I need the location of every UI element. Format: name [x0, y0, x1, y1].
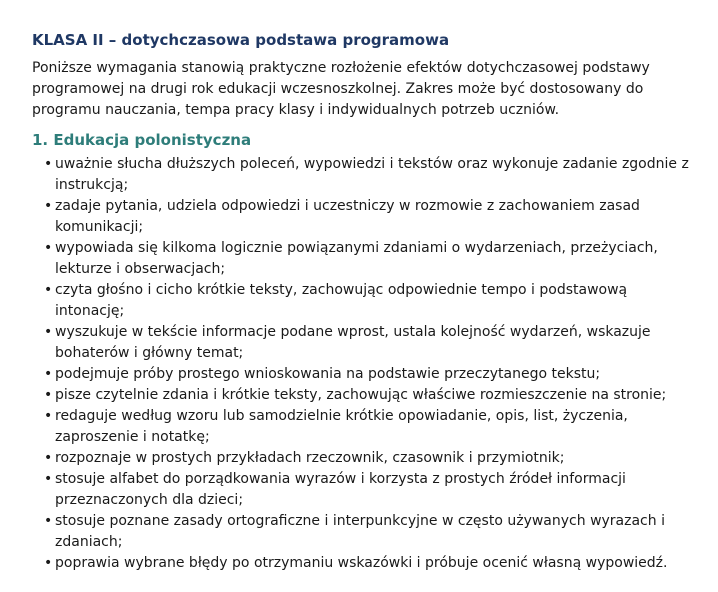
list-item-text: wypowiada się kilkoma logicznie powiązanymi zdaniami o wydarzeniach, przeżyciach, lekturze i obserwacjach; — [55, 240, 658, 277]
bullet-icon: • — [44, 240, 53, 256]
section-title: 1. Edukacja polonistyczna — [32, 131, 252, 149]
list-item-text: zadaje pytania, udziela odpowiedzi i uczestniczy w rozmowie z zachowaniem zasad komunikacji; — [55, 198, 640, 235]
bullet-icon: • — [44, 387, 53, 403]
bullet-icon: • — [44, 408, 53, 424]
list-item — [44, 385, 698, 406]
list-item-text: poprawia wybrane błędy po otrzymaniu wskazówki i próbuje ocenić własną wypowiedź. — [55, 555, 668, 571]
list-item-text: podejmuje próby prostego wnioskowania na podstawie przeczytanego tekstu; — [55, 366, 601, 382]
list-item-text: wyszukuje w tekście informacje podane wprost, ustala kolejność wydarzeń, wskazuje bohaterów i główny temat; — [55, 324, 651, 361]
list-item-text: pisze czytelnie zdania i krótkie teksty, zachowując właściwe rozmieszczenie na stronie; — [55, 387, 667, 403]
list-item-text: czyta głośno i cicho krótkie teksty, zachowując odpowiednie tempo i podstawową intonację; — [55, 282, 628, 319]
list-item — [44, 238, 698, 280]
bullet-icon: • — [44, 282, 53, 298]
list-item — [44, 154, 698, 196]
list-item — [44, 322, 698, 364]
list-item-text: rozpoznaje w prostych przykładach rzeczownik, czasownik i przymiotnik; — [55, 450, 565, 466]
bullet-icon: • — [44, 156, 53, 172]
bullet-icon: • — [44, 471, 53, 487]
bullet-icon: • — [44, 198, 53, 214]
page-title: KLASA II – dotychczasowa podstawa programowa — [32, 31, 450, 49]
intro-paragraph: Poniższe wymagania stanowią praktyczne rozłożenie efektów dotychczasowej podstawy programowej na drugi rok edukacji wczesnoszkolnej. Zakres może być dostosowany do programu nauczania, tempa pracy klasy i indywidualnych potrzeb uczniów. — [32, 60, 650, 118]
list-item-text: redaguje według wzoru lub samodzielnie krótkie opowiadanie, opis, list, życzenia, zaproszenie i notatkę; — [55, 408, 628, 445]
requirements-list — [32, 154, 698, 574]
list-item-text: stosuje alfabet do porządkowania wyrazów i korzysta z prostych źródeł informacji przeznaczonych dla dzieci; — [55, 471, 626, 508]
list-item — [44, 280, 698, 322]
list-item — [44, 448, 698, 469]
bullet-icon: • — [44, 513, 53, 529]
bullet-icon: • — [44, 450, 53, 466]
bullet-icon: • — [44, 366, 53, 382]
list-item-text: stosuje poznane zasady ortograficzne i interpunkcyjne w często używanych wyrazach i zdaniach; — [55, 513, 665, 550]
list-item — [44, 364, 698, 385]
list-item — [44, 469, 698, 511]
list-item-text: uważnie słucha dłuższych poleceń, wypowiedzi i tekstów oraz wykonuje zadanie zgodnie z instrukcją; — [55, 156, 689, 193]
list-item — [44, 406, 698, 448]
bullet-icon: • — [44, 324, 53, 340]
list-item — [44, 511, 698, 553]
list-item — [44, 553, 698, 574]
bullet-icon: • — [44, 555, 53, 571]
list-item — [44, 196, 698, 238]
